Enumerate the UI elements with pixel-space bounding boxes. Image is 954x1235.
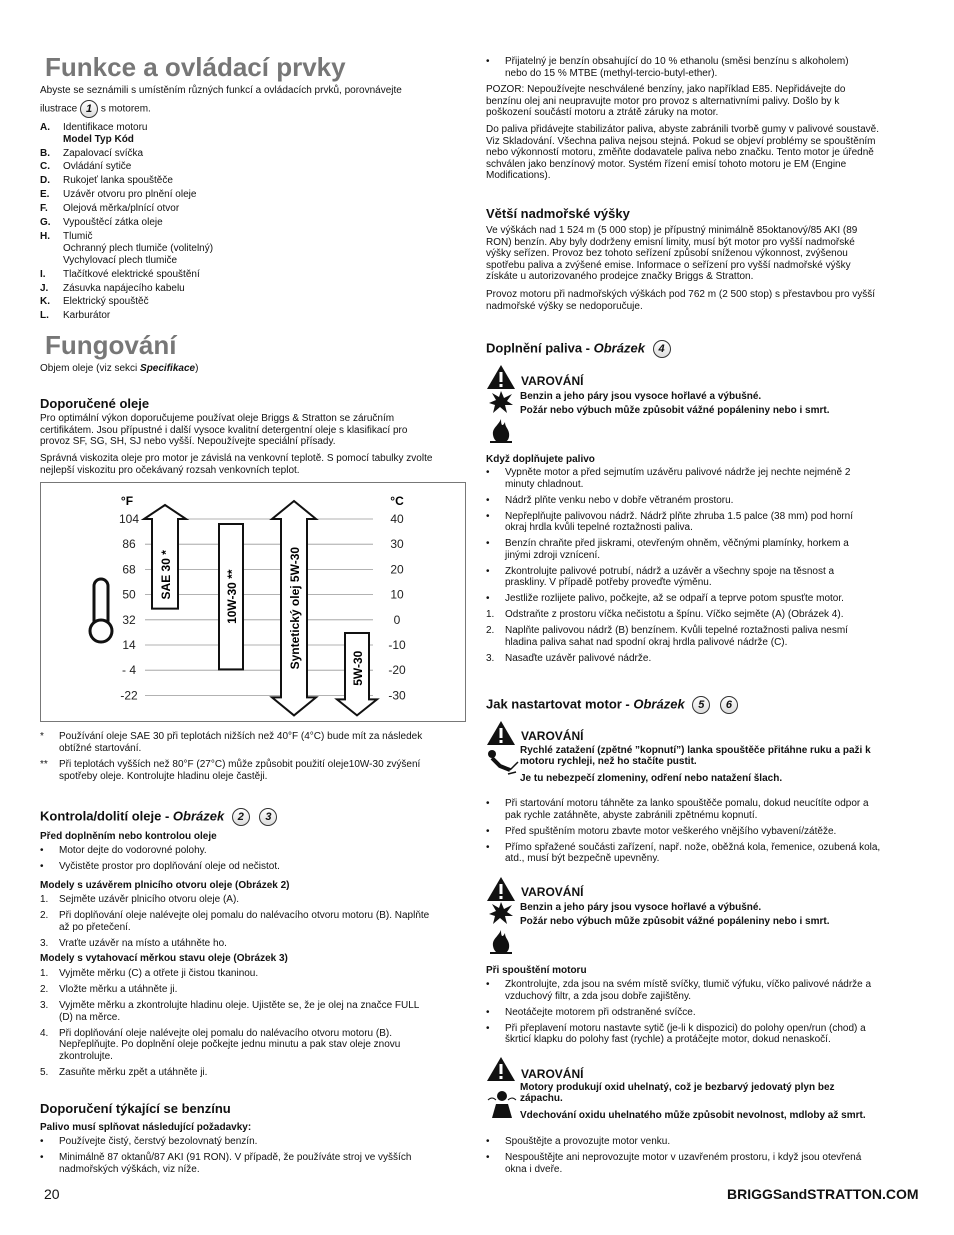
warning-triangle-icon [486,720,516,746]
list-text [505,566,834,589]
list-text [505,495,733,507]
list-marker: 3. [486,652,495,664]
when-start-heading: Při spouštění motoru [486,965,587,976]
list-text [505,653,651,665]
list-marker: • [486,1006,490,1018]
recommended-oils-heading: Doporučené oleje [40,396,150,411]
celsius-tick: -10 [388,638,406,652]
list-text [505,979,871,1002]
list-marker: • [486,979,490,990]
oil-viscosity-chart [40,482,466,722]
text-line: okraj hrdla kvůli tepelné roztažnosti paliva. [505,522,693,533]
text-line: Zasuňte měrku zpět a utáhněte ji. [59,1066,208,1078]
feature-label: Zásuvka napájecího kabelu [63,283,185,294]
celsius-tick: 10 [390,587,404,602]
text-line: Minimálně 87 oktanů/87 AKI (91 RON). V případě, že používáte stroj ve vyšších [59,1152,412,1163]
list-marker: • [486,538,490,549]
text-line: Odstraňte z prostoru víčka nečistotu a špínu. Víčko sejměte (A) (Obrázek 4). [505,609,844,620]
list-text [505,1023,866,1046]
list-marker: 2. [40,910,49,921]
text-line: atd., musí být bezpečně upevněny. [505,853,660,864]
list-text [59,984,177,996]
text-line: Vyjměte měrku (C) a otřete ji čistou tkaninou. [59,968,259,979]
stabilizer-text [486,124,879,182]
feature-label: Ovládání sytiče [63,161,132,172]
list-text [59,968,258,980]
text-line: provoz SF, SG, SH, SJ nebo vyšší. Nepoužívejte speciální přísady. [40,436,336,447]
list-marker: 5. [40,1066,49,1078]
list-text [505,826,836,838]
warning-line: Požár nebo výbuch může způsobit vážné popáleniny nebo i smrt. [520,916,830,927]
list-marker: 2. [40,984,49,995]
fuel-requirements-heading: Palivo musí splňovat následující požadavky: [40,1122,252,1133]
list-marker: • [486,841,490,853]
figure-5-badge: 5 [692,696,710,714]
fahrenheit-tick: 104 [118,512,140,526]
list-marker: 1. [40,968,49,979]
text-line: hladina paliva sahat nad spodní okraj hrdla palivové nádrže (C). [505,636,788,648]
warning-line: Vdechování oxidu uhelnatého může způsobit nevolnost, mdloby až smrt. [520,1110,866,1121]
text-line: nadmořských výškách, viz níže. [59,1163,200,1175]
celsius-label: °C [390,494,404,508]
text-line: Naplňte palivovou nádrž (B) benzínem. Kvůli tepelné roztažnosti paliva nesmí [505,625,848,636]
text-line: výšky seřízen. Provoz bez tohoto seřízení způsobí sníženou výkonnost, zvýšenou [486,248,848,259]
list-marker: • [486,467,490,478]
text-line: pak rychle zatáhněte, abyste zabránili zpětnému kopnutí. [505,809,758,821]
feature-label: Ochranný plech tlumiče (volitelný) [63,243,214,254]
text-line: Nepřeplňujte. Po doplnění oleje počkejte jednu minutu a pak stav oleje znovu [59,1039,401,1050]
fahrenheit-tick: 86 [122,537,136,552]
list-marker: • [486,510,490,522]
warning-line: zápachu. [520,1093,563,1104]
celsius-tick: 0 [393,612,401,627]
list-text [59,1136,257,1148]
text-line: Vložte měrku a utáhněte ji. [59,984,178,995]
list-text [505,467,850,490]
feature-label: Vychylovací plech tlumiče [63,255,178,266]
list-text [505,1136,670,1148]
list-marker: • [40,845,44,856]
explosion-icon [488,390,514,414]
warning-label-4: VAROVÁNÍ [521,1067,584,1081]
section-title-features: Funkce a ovládací prvky [45,52,346,82]
list-text [505,609,843,621]
figure-1-badge: 1 [80,100,98,118]
figure-6-badge: 6 [720,696,738,714]
list-text [59,731,422,754]
text-line: Spouštějte a provozujte motor venku. [505,1136,671,1147]
when-refuel-heading: Když doplňujete palivo [486,454,595,465]
10w30-label: 10W-30 ** [225,569,239,624]
text-line: RON) benzín. Aby byly dodrženy emisní limity, musí být motor pro vyšší nadmořské [486,236,855,248]
feature-label: Tlačítkové elektrické spouštění [63,269,200,280]
text-line: zkontrolujte. [59,1050,113,1062]
text-line: Přímo spřažené součásti zařízení, např. nože, oběžná kola, řemenice, ozubená kola, [505,841,881,853]
text-line: Motor dejte do vodorovné polohy. [59,845,207,856]
text-line: poškození součástí motoru a ztrátě záruky na motor. [486,107,719,118]
text-line: certifikátem. Jsou přípustné i další vysoce kvalitní detergentní oleje s klasifikací pro [40,424,408,436]
list-text [505,538,849,561]
figure-4-badge: 4 [653,340,671,358]
brand-url: BRIGGSandSTRATTON.COM [727,1186,919,1202]
figure-2-badge: 2 [232,808,250,826]
text-line: Pro optimální výkon doporučujeme používat oleje Briggs & Stratton se záručním [40,413,395,424]
explosion-icon [488,901,514,925]
text-line: Ve výškách nad 1 524 m (5 000 stop) je přípustný minimálně 85oktanový/85 AKI (89 [486,225,858,236]
list-marker: 1. [486,609,495,620]
intro-text-2: ilustrace 1 s motorem. [40,100,151,118]
warning-line: motoru rychleji, než ho stačíte pustit. [520,756,697,767]
feature-label: Uzávěr otvoru pro plnění oleje [63,189,197,200]
list-text [505,511,853,534]
fahrenheit-tick: 50 [122,587,136,602]
warning-label-1: VAROVÁNÍ [521,374,584,388]
feature-key: J. [40,283,49,294]
feature-label: Rukojeť lanka spouštěče [63,175,173,186]
text-line: nadmořské výšky se nedoporučuje. [486,300,643,312]
list-text [505,56,849,79]
warning-line: Benzin a jeho páry jsou vysoce hořlavé a výbušné. [520,902,762,913]
feature-label: Elektrický spouštěč [63,296,149,307]
altitude-text-2 [486,289,875,312]
text-line: Přijatelný je benzín obsahující do 10 % ethanolu (směsi benzínu s alkoholem) [505,56,849,67]
list-text [59,910,429,933]
pozor-text [486,84,845,119]
warning-line: Benzin a jeho páry jsou vysoce hořlavé a výbušné. [520,391,762,402]
oil-check-heading: Kontrola/dolití oleje - Obrázek 2 3 [40,808,277,826]
warning-line: Požár nebo výbuch může způsobit vážné popáleniny nebo i smrt. [520,405,830,416]
text-line: získáte u autorizovaného prodejce značky Briggs & Stratton. [486,271,754,282]
list-text [59,1028,400,1063]
fahrenheit-tick: -22 [120,688,138,703]
feature-key: C. [40,161,50,172]
list-text [505,625,848,648]
5w30-label: 5W-30 [351,650,365,686]
celsius-tick: -30 [388,688,406,703]
fire-icon [488,929,514,955]
text-line: Při doplňování oleje nalévejte olej pomalu do nalévacího otvoru motoru (B). Naplňte [59,910,430,921]
feature-key: D. [40,175,50,186]
list-text [59,845,207,857]
text-line: Před spuštěním motoru zbavte motor veškerého vnějšího vybavení/zátěže. [505,825,837,837]
warning-line: Je tu nebezpečí zlomeniny, odření nebo natažení šlach. [520,773,783,784]
feature-key: G. [40,217,51,228]
list-text [59,759,420,782]
text-line: okna i dveře. [505,1163,563,1175]
text-line: Modifications). [486,170,551,181]
feature-key: F. [40,203,48,214]
warning-line: Motory produkují oxid uhelnatý, což je bezbarvý jedovatý plyn bez [520,1082,835,1093]
text-line: Při teplotách vyšších než 80°F (27°C) může způsobit použití oleje10W-30 zvýšení [59,759,421,770]
text-line: Provoz motoru při nadmořských výškách pod 762 m (2 500 stop) s přestavbou pro vyšší [486,289,876,300]
list-marker: • [486,593,490,604]
text-line: Zkontrolujte, zda jsou na svém místě svíčky, tlumič výfuku, víčko palivové nádrže a [505,979,872,990]
viscosity-text [40,453,432,476]
celsius-tick: 20 [390,562,404,577]
text-line: Nespouštějte ani neprovozujte motor v uzavřeném prostoru, i když jsou otevřená [505,1152,862,1163]
text-line: Do paliva přidávejte stabilizátor paliva, abyste zabránili tvorbě gumy v palivové soustavě. [486,124,879,135]
feature-key: A. [40,122,50,133]
list-marker: • [486,1022,490,1034]
list-marker: • [486,1136,490,1147]
fuel-recommendations-heading: Doporučení týkající se benzínu [40,1101,231,1116]
feature-key: H. [40,231,50,242]
celsius-tick: 30 [390,537,404,552]
text-line: Při doplňování oleje nalévejte olej pomalu do nalévacího otvoru motoru (B). [59,1027,392,1039]
list-marker: • [40,1136,44,1147]
list-text [505,1152,861,1175]
text-line: Neotáčejte motorem při odstraněné svíčce. [505,1006,696,1018]
list-text [59,1000,419,1023]
list-marker: • [486,565,490,577]
text-line: praskliny. V případě potřeby proveďte výměnu. [505,577,712,588]
list-marker: 3. [40,1000,49,1011]
before-check-heading: Před doplněním nebo kontrolou oleje [40,831,217,842]
fahrenheit-tick: 32 [122,612,136,627]
list-marker: • [40,861,44,872]
text-line: (D) na měrce. [59,1011,121,1023]
warning-triangle-icon [486,364,516,390]
text-line: benzínu olej ani neupravujte motor pro provoz s alternativními palivy. Došlo by k [486,95,840,107]
fahrenheit-label: °F [120,494,134,508]
refuel-heading: Doplnění paliva - Obrázek 4 [486,340,671,358]
feature-key: L. [40,310,49,321]
text-line: minuty chladnout. [505,478,584,490]
warning-label-2: VAROVÁNÍ [521,729,584,743]
figure-3-badge: 3 [259,808,277,826]
text-line: obtížné startování. [59,742,142,754]
feature-key: E. [40,189,50,200]
text-line: schválen jako benzínový motor. Systém řízení emisí tohoto motoru je EM (Engine [486,158,847,170]
list-marker: • [486,56,490,67]
text-line: Vraťte uzávěr na místo a utáhněte ho. [59,937,227,949]
text-line: až po přetečení. [59,921,131,933]
viscosity-chart-svg [41,483,465,721]
text-line: nebo výkonností motoru, změňte dodavatele paliva nebo značku. Tento motor je úředně [486,147,874,158]
text-line: Viz Skladování. Všechna paliva nejsou stejná. Pokud se objeví problémy se spouštěním [486,135,876,147]
list-text [59,894,239,906]
warning-triangle-icon [486,1056,516,1082]
list-marker: * [40,731,44,742]
celsius-tick: 40 [390,512,404,526]
text-line: spotřeby oleje. Kontrolujte hladinu oleje častěji. [59,770,268,782]
list-marker: 1. [40,894,49,905]
sae30-label: SAE 30 * [159,550,173,600]
list-text [505,593,844,605]
synthetic-5w30-label: Syntetický olej 5W-30 [288,546,302,670]
recoil-kickback-icon [486,748,520,778]
thermometer-bulb [90,620,112,642]
list-marker: 4. [40,1027,49,1039]
text-line: Při startování motoru táhněte za lanko spouštěče pomalu, dokud neucítíte odpor a [505,798,869,809]
fahrenheit-tick: - 4 [121,663,137,678]
text-line: POZOR: Nepoužívejte neschválené benzíny, jako například E85. Nepřidávejte do [486,84,846,95]
feature-label: Karburátor [63,310,111,321]
text-line: Nepřeplňujte palivovou nádrž. Nádrž plňte zhruba 1.5 palce (38 mm) pod horní [505,510,853,522]
text-line: spotřebu paliva a zvýšené emise. Informace o seřízení pro vyšší nadmořské výšky [486,259,851,271]
feature-key: K. [40,296,50,307]
list-text [59,1067,207,1079]
text-line: Vyjměte měrku a zkontrolujte hladinu oleje. Ujistěte se, že je olej na značce FULL [59,1000,420,1011]
feature-label: Model Typ Kód [63,134,134,145]
feature-label: Vypouštěcí zátka oleje [63,217,163,228]
text-line: Vyčistěte prostor pro doplňování oleje od nečistot. [59,861,280,872]
fahrenheit-tick: 14 [122,638,136,652]
dipstick-models-heading: Modely s vytahovací měrkou stavu oleje (Obrázek 3) [40,953,288,964]
intro-text: Abyste se seznámili s umístěním různých funkcí a ovládacích prvků, porovnávejte [40,85,402,96]
text-line: nejlepší viskozitu pro očekávaný rozsah venkovních teplot. [40,464,300,476]
text-line: jinými zdroji vznícení. [505,549,601,561]
feature-key: B. [40,148,50,159]
warning-label-3: VAROVÁNÍ [521,885,584,899]
list-marker: • [40,1152,44,1163]
list-marker: • [486,825,490,837]
text-line: Jestliže rozlijete palivo, počkejte, až se odpaří a teprve potom spusťte motor. [505,593,844,604]
list-marker: 2. [486,625,495,636]
fahrenheit-tick: 68 [122,562,136,577]
celsius-tick: -20 [388,663,406,678]
list-marker: • [486,798,490,809]
text-line: vzduchový filtr, a zda jsou dobře zajištěny. [505,990,692,1002]
list-marker: ** [40,759,48,770]
text-line: Při přeplavení motoru nastavte sytič (je-li k dispozici) do polohy open/run (chod) a [505,1022,866,1034]
recommended-oils-text [40,413,407,448]
text-line: Nádrž plňte venku nebo v dobře větraném prostoru. [505,494,734,506]
carbon-monoxide-icon [486,1088,518,1120]
section-title-operation: Fungování [45,330,177,360]
text-line: nebo do 15 % MTBE (methyl-tercio-butyl-ether). [505,67,718,79]
text-line: Sejměte uzávěr plnicího otvoru oleje (A). [59,894,240,905]
list-marker: 3. [40,937,49,949]
list-text [505,798,869,821]
list-text [59,1152,411,1175]
feature-label: Olejová měrka/plnící otvor [63,203,180,214]
feature-label: Zapalovací svíčka [63,148,144,159]
cap-models-heading: Modely s uzávěrem plnicího otvoru oleje (Obrázek 2) [40,880,290,891]
oil-volume-text: Objem oleje (viz sekci Specifikace) [40,363,199,374]
text-line: Používejte čistý, čerstvý bezolovnatý benzín. [59,1136,258,1147]
text-line: škrticí klapku do polohy fast (rychle) a protáčejte motor, dokud nenaskočí. [505,1034,831,1045]
list-text [59,938,227,950]
text-line: Používání oleje SAE 30 při teplotách nižších než 40°F (4°C) bude mít za následek [59,731,423,742]
page-number: 20 [44,1186,60,1202]
altitude-text [486,225,857,283]
feature-label: Tlumič [63,231,93,242]
text-line: Zkontrolujte palivové potrubí, nádrž a uzávěr a všechny spoje na těsnost a [505,565,835,577]
list-marker: • [486,1152,490,1163]
start-engine-heading: Jak nastartovat motor - Obrázek 5 6 [486,696,738,714]
warning-triangle-icon [486,876,516,902]
list-marker: • [486,494,490,506]
text-line: Vypněte motor a před sejmutím uzávěru palivové nádrže jej nechte nejméně 2 [505,467,851,478]
altitude-heading: Větší nadmořské výšky [486,206,630,221]
feature-label: Identifikace motoru [63,122,148,133]
text-line: Správná viskozita oleje pro motor je závislá na venkovní teplotě. S pomocí tabulky zvolte [40,453,433,464]
feature-key: I. [40,269,46,280]
text-line: Nasaďte uzávěr palivové nádrže. [505,652,652,664]
list-text [505,842,880,865]
list-text [59,861,280,873]
warning-line: Rychlé zatažení (zpětné ”kopnutí”) lanka spouštěče přitáhne ruku a paži k [520,745,871,756]
fire-icon [488,418,514,444]
text-line: Benzín chraňte před jiskrami, otevřeným ohněm, věčnými plamínky, horkem a [505,538,849,549]
list-text [505,1007,696,1019]
